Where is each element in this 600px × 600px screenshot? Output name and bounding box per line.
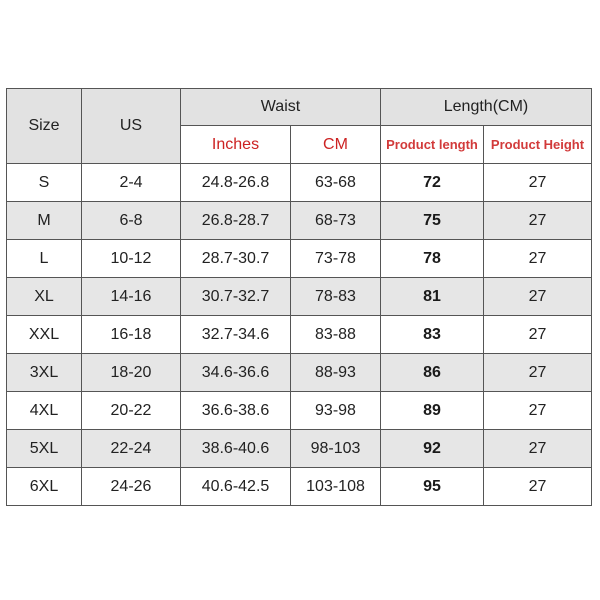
us-cell: 18-20 [82,354,181,392]
cm-cell: 103-108 [291,468,381,506]
us-cell: 24-26 [82,468,181,506]
header-row-top [7,89,592,126]
inches-cell: 24.8-26.8 [181,164,291,202]
table-row [7,354,592,392]
table-row [7,468,592,506]
us-cell: 2-4 [82,164,181,202]
us-header: US [82,89,181,164]
size-cell: XL [7,278,82,316]
us-cell: 22-24 [82,430,181,468]
cm-cell: 68-73 [291,202,381,240]
length-cell: 89 [381,392,484,430]
us-cell: 6-8 [82,202,181,240]
cm-header: CM [291,126,381,164]
cm-cell: 93-98 [291,392,381,430]
table-row [7,430,592,468]
length-cell: 81 [381,278,484,316]
size-cell: XXL [7,316,82,354]
height-cell: 27 [484,164,592,202]
inches-cell: 32.7-34.6 [181,316,291,354]
cm-cell: 73-78 [291,240,381,278]
length-cell: 83 [381,316,484,354]
waist-header: Waist [181,89,381,126]
size-cell: 3XL [7,354,82,392]
us-cell: 16-18 [82,316,181,354]
length-cell: 75 [381,202,484,240]
length-cell: 86 [381,354,484,392]
inches-cell: 26.8-28.7 [181,202,291,240]
cm-cell: 78-83 [291,278,381,316]
size-header: Size [7,89,82,164]
size-chart-table [6,88,592,506]
table-row [7,164,592,202]
cm-cell: 63-68 [291,164,381,202]
us-cell: 14-16 [82,278,181,316]
us-cell: 10-12 [82,240,181,278]
product-length-header: Product length [381,126,484,164]
size-cell: S [7,164,82,202]
inches-cell: 30.7-32.7 [181,278,291,316]
size-cell: 4XL [7,392,82,430]
length-header: Length(CM) [381,89,592,126]
cm-cell: 98-103 [291,430,381,468]
inches-cell: 40.6-42.5 [181,468,291,506]
inches-cell: 34.6-36.6 [181,354,291,392]
height-cell: 27 [484,278,592,316]
length-cell: 78 [381,240,484,278]
inches-header: Inches [181,126,291,164]
size-cell: 6XL [7,468,82,506]
cm-cell: 88-93 [291,354,381,392]
table-row [7,278,592,316]
cm-cell: 83-88 [291,316,381,354]
us-cell: 20-22 [82,392,181,430]
table-row [7,202,592,240]
table-row [7,392,592,430]
height-cell: 27 [484,430,592,468]
inches-cell: 28.7-30.7 [181,240,291,278]
size-cell: L [7,240,82,278]
inches-cell: 36.6-38.6 [181,392,291,430]
length-cell: 92 [381,430,484,468]
height-cell: 27 [484,468,592,506]
product-height-header: Product Height [484,126,592,164]
table-row [7,240,592,278]
size-cell: 5XL [7,430,82,468]
height-cell: 27 [484,240,592,278]
size-cell: M [7,202,82,240]
height-cell: 27 [484,202,592,240]
height-cell: 27 [484,354,592,392]
inches-cell: 38.6-40.6 [181,430,291,468]
table-row [7,316,592,354]
height-cell: 27 [484,392,592,430]
length-cell: 95 [381,468,484,506]
length-cell: 72 [381,164,484,202]
height-cell: 27 [484,316,592,354]
